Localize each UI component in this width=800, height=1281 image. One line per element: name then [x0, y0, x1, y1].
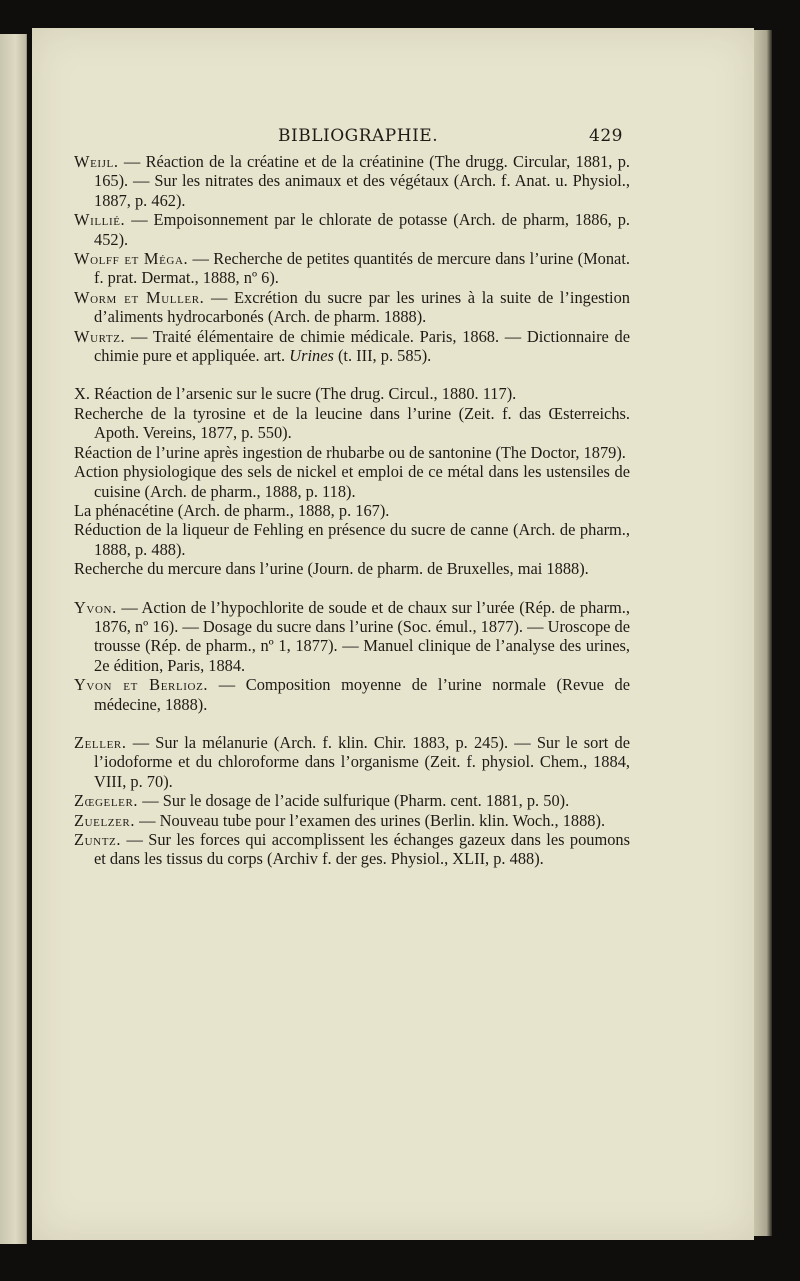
entry-author: Willié.: [74, 210, 126, 230]
bib-entry-willie: [74, 210, 630, 249]
entry-text: — Action de l’hypochlorite de soude et de chaux sur l’urée (Rép. de pharm., 1876, nº 16). — Dosage du sucre dans l’urine (Soc. émul., 1877). — Uroscope de trousse (Rép. de pharm., nº 1, 1877). — Manuel clinique de l’analyse des urines, 2e édition, Paris, 1884.: [94, 597, 630, 675]
bib-entry-anon: Recherche de la tyrosine et de la leucine dans l’urine (Zeit. f. das Œsterreichs. Apoth. Vereins, 1877, p. 550).: [74, 403, 630, 443]
entry-text: — Sur les forces qui accomplissent les échanges gazeux dans les poumons et dans les tissus du corps (Archiv f. der ges. Physiol., XLII, p. 488).: [94, 830, 630, 869]
running-header: [32, 126, 754, 150]
bib-entry-anon: Réduction de la liqueur de Fehling en présence du sucre de canne (Arch. de pharm., 1888, p. 488).: [74, 520, 630, 559]
bib-entry-anon: Recherche du mercure dans l’urine (Journ. de pharm. de Bruxelles, mai 1888).: [74, 559, 589, 579]
entry-text: — Excrétion du sucre par les urines à la suite de l’ingestion d’aliments hydrocarbonés (Arch. de pharm. 1888).: [94, 287, 630, 327]
entry-author: Weijl.: [74, 152, 119, 171]
page-number: 429: [589, 126, 623, 146]
entry-author: Wurtz.: [74, 326, 126, 346]
entry-text: — Sur le dosage de l’acide sulfurique (Pharm. cent. 1881, p. 50).: [138, 791, 570, 811]
bib-entry-zuntz: [74, 830, 630, 869]
previous-page-edge: [0, 34, 27, 1244]
bib-entry-zuelzer: [74, 811, 630, 830]
bib-entry-zeller: [74, 733, 630, 791]
bib-entry-anon: Réaction de l’urine après ingestion de rhubarbe ou de santonine (The Doctor, 1879).: [74, 442, 626, 462]
entry-author: Wolff et Méga.: [74, 249, 189, 269]
entry-text: — Empoisonnement par le chlorate de potasse (Arch. de pharm, 1886, p. 452).: [94, 210, 630, 249]
entry-italic: Urines: [289, 346, 334, 366]
entry-text: — Composition moyenne de l’urine normale (Revue de médecine, 1888).: [94, 675, 630, 714]
bib-entry-anon: X. Réaction de l’arsenic sur le sucre (The drug. Circul., 1880. 117).: [74, 384, 517, 404]
bib-entry-yvon-berlioz: [74, 675, 630, 714]
bib-entry-wurtz: [74, 327, 630, 366]
bib-entry-anon: Action physiologique des sels de nickel et emploi de ce métal dans les ustensiles de cuisine (Arch. de pharm., 1888, p. 118).: [74, 462, 630, 501]
entry-text: — Traité élémentaire de chimie médicale. Paris, 1868. — Dictionnaire de chimie pure et appliquée. art.: [94, 326, 630, 366]
bib-entry-wolff-mega: [74, 249, 630, 288]
entry-author: Zuntz.: [74, 830, 122, 849]
bib-entry-yvon: [74, 598, 630, 676]
entry-text: — Nouveau tube pour l’examen des urines (Berlin. klin. Woch., 1888).: [135, 810, 606, 830]
entry-text: — Réaction de la créatine et de la créatinine (The drugg. Circular, 1881, p. 165). — Sur les nitrates des animaux et des végétaux (Arch. f. Anat. u. Physiol., 1887, p. 462).: [94, 152, 630, 210]
section-gap: [74, 365, 630, 384]
section-gap: [74, 714, 630, 733]
entry-author: Worm et Muller.: [74, 287, 205, 307]
entry-author: Zœgeler.: [74, 791, 139, 811]
entry-text: — Recherche de petites quantités de mercure dans l’urine (Monat. f. prat. Dermat., 1888, nº 6).: [94, 249, 630, 288]
bib-entry-weijl: [74, 152, 630, 210]
book-page: [32, 28, 754, 1240]
running-title: BIBLIOGRAPHIE.: [278, 126, 439, 146]
entry-author: Zuelzer.: [74, 810, 136, 830]
entry-author: Zeller.: [74, 732, 127, 752]
entry-author: Yvon.: [74, 597, 117, 617]
bib-entry-worm-muller: [74, 288, 630, 327]
bibliography-body: [74, 152, 630, 869]
entry-tail: (t. III, p. 585).: [333, 346, 432, 366]
entry-text: — Sur la mélanurie (Arch. f. klin. Chir. 1883, p. 245). — Sur le sort de l’iodoforme et du chloroforme dans l’organisme (Zeit. f. physiol. Chem., 1884, VIII, p. 70).: [94, 732, 630, 791]
page-edge: [754, 30, 772, 1236]
bib-entry-anon: La phénacétine (Arch. de pharm., 1888, p. 167).: [74, 500, 390, 520]
bib-entry-zoegeler: [74, 791, 630, 810]
section-gap: [74, 579, 630, 598]
entry-author: Yvon et Berlioz.: [74, 675, 209, 695]
